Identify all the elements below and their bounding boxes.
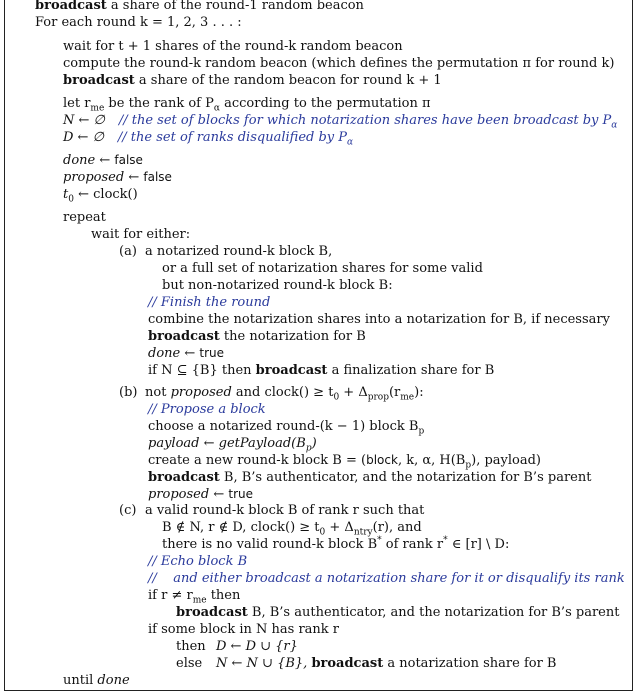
- case-b-comment: // Propose a block: [148, 402, 266, 417]
- arrow: ←: [95, 153, 115, 168]
- value: false: [143, 170, 172, 184]
- text: the notarization for B: [219, 329, 366, 344]
- case-b-line-1: [119, 384, 424, 401]
- line-init-n: [63, 112, 617, 129]
- text: be the rank of P: [104, 96, 214, 111]
- code: N ← N ∪ {B},: [216, 656, 312, 671]
- case-a-combine: combine the notarization shares into a notarization for B, if necessary: [148, 312, 610, 327]
- case-c-if-rank: [148, 587, 240, 604]
- line-wait-shares: wait for t + 1 shares of the round-k random beacon: [63, 39, 403, 54]
- case-b-payload: [148, 435, 317, 452]
- text: of rank r: [381, 537, 444, 552]
- text: if N ⊆ {B} then: [148, 363, 256, 378]
- case-c-comment-1: // Echo block B: [148, 554, 248, 569]
- subscript: 0: [68, 194, 74, 205]
- case-b-choose: [148, 418, 424, 435]
- text: a notarization share for B: [383, 656, 557, 671]
- line-broadcast-beacon-share: [63, 72, 442, 89]
- text: (r), and: [372, 520, 422, 535]
- subscript: me: [90, 103, 105, 114]
- text: until: [63, 673, 98, 688]
- arrow: ←: [209, 487, 229, 502]
- text: there is no valid round-k block B: [162, 537, 378, 552]
- variable: done: [63, 153, 96, 168]
- arrow: ←: [124, 170, 144, 185]
- keyword: broadcast: [63, 73, 135, 88]
- case-c-else: [176, 655, 556, 672]
- variable: proposed: [170, 385, 232, 400]
- text: payload ← getPayload(B: [148, 436, 306, 451]
- text: ← clock(): [73, 187, 138, 202]
- case-b-create: [148, 452, 541, 469]
- case-a-comment: // Finish the round: [148, 295, 271, 310]
- case-a-line-3: but non-notarized round-k block B:: [162, 278, 393, 293]
- value: true: [199, 346, 225, 360]
- variable: done: [148, 346, 181, 361]
- subscript: α: [213, 103, 220, 114]
- case-c-comment-2: // and either broadcast a notarization share for it or disqualify its rank: [148, 571, 625, 586]
- line-wait-either: wait for either:: [91, 227, 191, 242]
- text: else: [176, 656, 203, 671]
- line-repeat: repeat: [63, 210, 106, 225]
- line-init-proposed: [63, 169, 172, 186]
- value: true: [228, 487, 254, 501]
- block-tag: block: [366, 453, 398, 467]
- code: D ← ∅: [63, 130, 104, 145]
- code: D ← D ∪ {r}: [216, 639, 298, 654]
- case-a-broadcast: [148, 328, 366, 345]
- text: + Δ: [339, 385, 368, 400]
- case-c-if-some-block: if some block in N has rank r: [148, 622, 340, 637]
- line-init-d: [63, 129, 353, 146]
- text: + Δ: [325, 520, 354, 535]
- keyword: broadcast: [255, 363, 328, 378]
- variable: done: [97, 673, 130, 688]
- case-c-broadcast: [176, 604, 619, 621]
- case-a-line-1: [119, 243, 332, 260]
- case-b-proposed: [148, 486, 253, 503]
- subscript: α: [347, 137, 354, 148]
- text: a finalization share for B: [327, 363, 495, 378]
- text: a valid round-k block B of rank r such that: [145, 503, 425, 518]
- text: not: [145, 385, 171, 400]
- text: ):: [414, 385, 424, 400]
- case-label: (a): [119, 244, 137, 259]
- subscript: p: [305, 443, 312, 454]
- text: ): [311, 436, 317, 451]
- text: create a new round-k block B = (: [148, 453, 367, 468]
- code: N ← ∅: [63, 113, 105, 128]
- superscript: *: [377, 535, 382, 546]
- text: (r: [388, 385, 401, 400]
- text: according to the permutation π: [219, 96, 431, 111]
- keyword: broadcast: [148, 470, 220, 485]
- case-c-line-3: [162, 536, 509, 553]
- case-c-line-1: [119, 502, 424, 519]
- value: false: [114, 153, 143, 167]
- text: B ∉ N, r ∉ D, clock() ≥ t: [162, 520, 320, 535]
- case-label: (b): [119, 385, 138, 400]
- keyword: broadcast: [148, 329, 220, 344]
- text: choose a notarized round-(k − 1) block B: [148, 419, 419, 434]
- subscript: ntry: [353, 527, 373, 538]
- subscript: 0: [333, 392, 340, 403]
- subscript: me: [192, 595, 207, 606]
- text: ∈ [r] \ D:: [447, 537, 510, 552]
- line-compute-beacon: compute the round-k random beacon (which defines the permutation π for round k): [63, 56, 615, 71]
- text: then: [206, 588, 241, 603]
- keyword: broadcast: [176, 605, 248, 620]
- text: then: [176, 639, 206, 654]
- subscript: prop: [367, 392, 389, 403]
- text: ), payload): [471, 453, 542, 468]
- case-c-line-2: [162, 519, 422, 536]
- arrow: ←: [180, 346, 200, 361]
- case-a-finalize: [148, 362, 494, 379]
- variable: t: [63, 187, 69, 202]
- line-init-t0: [63, 186, 138, 203]
- superscript: *: [443, 535, 448, 546]
- comment: // the set of blocks for which notarization shares have been broadcast by P: [118, 113, 612, 128]
- subscript: me: [400, 392, 415, 403]
- line-init-done: [63, 152, 143, 169]
- text: a share of the round-1 random beacon: [106, 0, 364, 13]
- text: and clock() ≥ t: [231, 385, 334, 400]
- case-c-then: [176, 638, 298, 655]
- subscript: p: [418, 426, 425, 437]
- case-a-done: [148, 345, 224, 362]
- variable: proposed: [148, 487, 210, 502]
- line-let-rank: [63, 95, 431, 112]
- line-initial-broadcast: [35, 0, 364, 14]
- text: B, B’s authenticator, and the notarization for B’s parent: [219, 470, 592, 485]
- subscript: 0: [319, 527, 326, 538]
- case-b-broadcast: [148, 469, 591, 486]
- line-until-done: [63, 672, 130, 689]
- case-a-line-2: or a full set of notarization shares for some valid: [162, 261, 483, 276]
- subscript: p: [465, 460, 472, 471]
- text: , k, α, H(B: [397, 453, 466, 468]
- case-label: (c): [119, 503, 137, 518]
- keyword: broadcast: [35, 0, 107, 13]
- comment: // the set of ranks disqualified by P: [117, 130, 348, 145]
- keyword: broadcast: [311, 656, 384, 671]
- subscript: α: [611, 120, 618, 131]
- text: a share of the random beacon for round k + 1: [134, 73, 442, 88]
- line-for-each-round: For each round k = 1, 2, 3 . . . :: [35, 15, 242, 30]
- text: a notarized round-k block B,: [145, 244, 333, 259]
- text: if r ≠ r: [148, 588, 193, 603]
- text: let r: [63, 96, 91, 111]
- text: B, B’s authenticator, and the notarization for B’s parent: [247, 605, 620, 620]
- variable: proposed: [63, 170, 125, 185]
